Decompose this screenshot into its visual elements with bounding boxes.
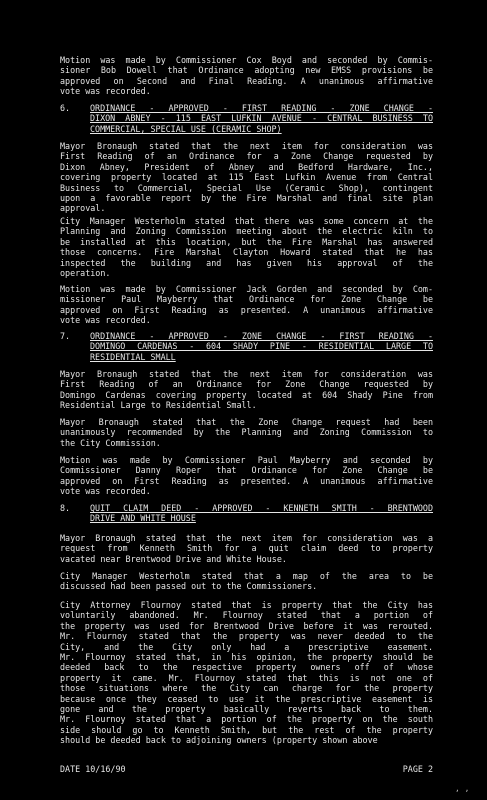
paragraph-line: inspected the building and has given his approval of the bbox=[60, 257, 433, 268]
paragraph-line: unanimously recommended by the Planning and Zoning Commission to bbox=[60, 427, 433, 438]
intro-line: approved on Second and Final Reading. A unanimous affirmative bbox=[60, 75, 433, 86]
paragraph-line: Mr. Flournoy stated that the property was never deeded to the bbox=[60, 631, 433, 642]
item7-heading-line: DOMINGO CARDENAS - 604 SHADY PINE - RESIDENTIAL LARGE TO bbox=[90, 341, 433, 352]
footer-page-number: PAGE 2 bbox=[402, 764, 433, 774]
item-8-paragraph-1 bbox=[60, 533, 433, 564]
paragraph-line: operation. bbox=[60, 267, 111, 278]
item8-heading-line: DRIVE AND WHITE HOUSE bbox=[90, 513, 196, 524]
paragraph-line: gone and the property basically reverts back to them. bbox=[60, 703, 433, 714]
paragraph-line: Mayor Bronaugh stated that the next item for consideration was a bbox=[60, 533, 433, 543]
item6-heading-line: COMMERCIAL, SPECIAL USE (CERAMIC SHOP) bbox=[90, 123, 282, 134]
paragraph-line: City, and the City only had a prescriptive easement. bbox=[60, 641, 433, 652]
paragraph-line: Business to Commercial, Special Use (Ceramic Shop), contingent bbox=[60, 182, 433, 193]
paragraph-line: should be deeded back to adjoining owners (property shown above bbox=[60, 735, 378, 746]
item-7-paragraph-3 bbox=[60, 455, 433, 497]
paragraph-line: vote was recorded. bbox=[60, 315, 151, 326]
paragraph-line: approved on First Reading as presented. A unanimous affirmative bbox=[60, 304, 433, 315]
paragraph-line: upon a favorable report by the Fire Marshal and final site plan bbox=[60, 192, 433, 203]
item-6-paragraph-2 bbox=[60, 216, 433, 278]
paragraph-line: Motion was made by Commissioner Jack Gorden and seconded by Com- bbox=[60, 284, 433, 294]
paragraph-line: Mayor Bronaugh stated that the next item for consideration was bbox=[60, 369, 433, 379]
paragraph-line: those concerns. Fire Marshal Clayton Howard stated that he has bbox=[60, 247, 433, 258]
paragraph-line: request from Kenneth Smith for a quit claim deed to property bbox=[60, 543, 433, 554]
paragraph-line: First Reading of an Ordinance for Zone Change requested by bbox=[60, 379, 433, 390]
paragraph-line: discussed had been passed out to the Commissioners. bbox=[60, 581, 318, 592]
paragraph-line: Motion was made by Commissioner Paul Mayberry and seconded by bbox=[60, 455, 433, 465]
paragraph-line: the City Commission. bbox=[60, 437, 161, 448]
paragraph-line: because once they ceased to use it the prescriptive easement is bbox=[60, 693, 433, 704]
paragraph-line: missioner Paul Mayberry that Ordinance for Zone Change be bbox=[60, 294, 433, 305]
item-8-paragraph-3 bbox=[60, 600, 433, 745]
paragraph-line: Residential Large to Residential Small. bbox=[60, 400, 257, 411]
paragraph-line: First Reading of an Ordinance for a Zone Change requested by bbox=[60, 151, 433, 162]
paragraph-line: Mayor Bronaugh stated that the Zone Change request had been bbox=[60, 417, 433, 427]
item-8-number: 8. bbox=[60, 503, 71, 513]
intro-line: Motion was made by Commissioner Cox Boyd and seconded by Commis- bbox=[60, 55, 433, 65]
item-7-paragraph-2 bbox=[60, 417, 433, 448]
intro-line: vote was recorded. bbox=[60, 86, 151, 97]
paragraph-line: City Manager Westerholm stated that a map of the area to be bbox=[60, 571, 433, 581]
item7-heading-line: ORDINANCE - APPROVED - ZONE CHANGE - FIRST READING - bbox=[90, 331, 433, 341]
item6-heading-line: ORDINANCE - APPROVED - FIRST READING - ZONE CHANGE - bbox=[90, 103, 433, 113]
scan-artifact-mark: , , bbox=[455, 784, 470, 793]
item8-heading-line: QUIT CLAIM DEED - APPROVED - KENNETH SMITH - BRENTWOOD bbox=[90, 503, 433, 513]
item-7-paragraph-1 bbox=[60, 369, 433, 411]
paragraph-line: property it came. Mr. Flournoy stated that this is not one of bbox=[60, 672, 433, 683]
item-6-number: 6. bbox=[60, 103, 71, 113]
paragraph-line: Mayor Bronaugh stated that the next item for consideration was bbox=[60, 141, 433, 151]
item6-heading-line: DIXON ABNEY - 115 EAST LUFKIN AVENUE - CENTRAL BUSINESS TO bbox=[90, 113, 433, 124]
item-8-paragraph-2 bbox=[60, 571, 433, 592]
paragraph-line: Mr. Flournoy stated that, in his opinion, the property should be bbox=[60, 651, 433, 662]
item-7-number: 7. bbox=[60, 331, 71, 341]
paragraph-line: side should go to Kenneth Smith, but the rest of the property bbox=[60, 724, 433, 735]
paragraph-line: approved on First Reading as presented. A unanimous affirmative bbox=[60, 475, 433, 486]
paragraph-line: the property was used for Brentwood Drive before it was rerouted. bbox=[60, 620, 433, 631]
paragraph-line: approval. bbox=[60, 203, 106, 214]
paragraph-line: deeded back to the respective property owners off of whose bbox=[60, 662, 433, 673]
paragraph-line: covering property located at 115 East Lufkin Avenue from Central bbox=[60, 172, 433, 183]
paragraph-line: voluntarily abandoned. Mr. Flournoy stated that a portion of bbox=[60, 610, 433, 621]
paragraph-line: City Attorney Flournoy stated that is property that the City has bbox=[60, 600, 433, 610]
item7-heading-line: RESIDENTIAL SMALL bbox=[90, 351, 176, 362]
paragraph-line: Dixon Abney, President of Abney and Bedford Hardware, Inc., bbox=[60, 161, 433, 172]
paragraph-line: those situations where the City can charge for the property bbox=[60, 683, 433, 694]
paragraph-line: be installed at this location, but the Fire Marshal has answered bbox=[60, 236, 433, 247]
intro-line: sioner Bob Dowell that Ordinance adopting new EMSS provisions be bbox=[60, 65, 433, 76]
paragraph-line: Domingo Cardenas covering property located at 604 Shady Pine from bbox=[60, 389, 433, 400]
intro-paragraph bbox=[60, 55, 433, 97]
footer-date: DATE 10/16/90 bbox=[60, 764, 126, 774]
item-6-paragraph-1 bbox=[60, 141, 433, 214]
paragraph-line: vote was recorded. bbox=[60, 486, 151, 497]
paragraph-line: Commissioner Danny Roper that Ordinance for Zone Change be bbox=[60, 465, 433, 476]
paragraph-line: City Manager Westerholm stated that there was some concern at the bbox=[60, 216, 433, 226]
paragraph-line: Planning and Zoning Commission meeting about the electric kiln to bbox=[60, 226, 433, 237]
item-6-paragraph-3 bbox=[60, 284, 433, 326]
paragraph-line: vacated near Brentwood Drive and White House. bbox=[60, 553, 287, 564]
paragraph-line: Mr. Flournoy stated that a portion of the property on the south bbox=[60, 714, 433, 725]
